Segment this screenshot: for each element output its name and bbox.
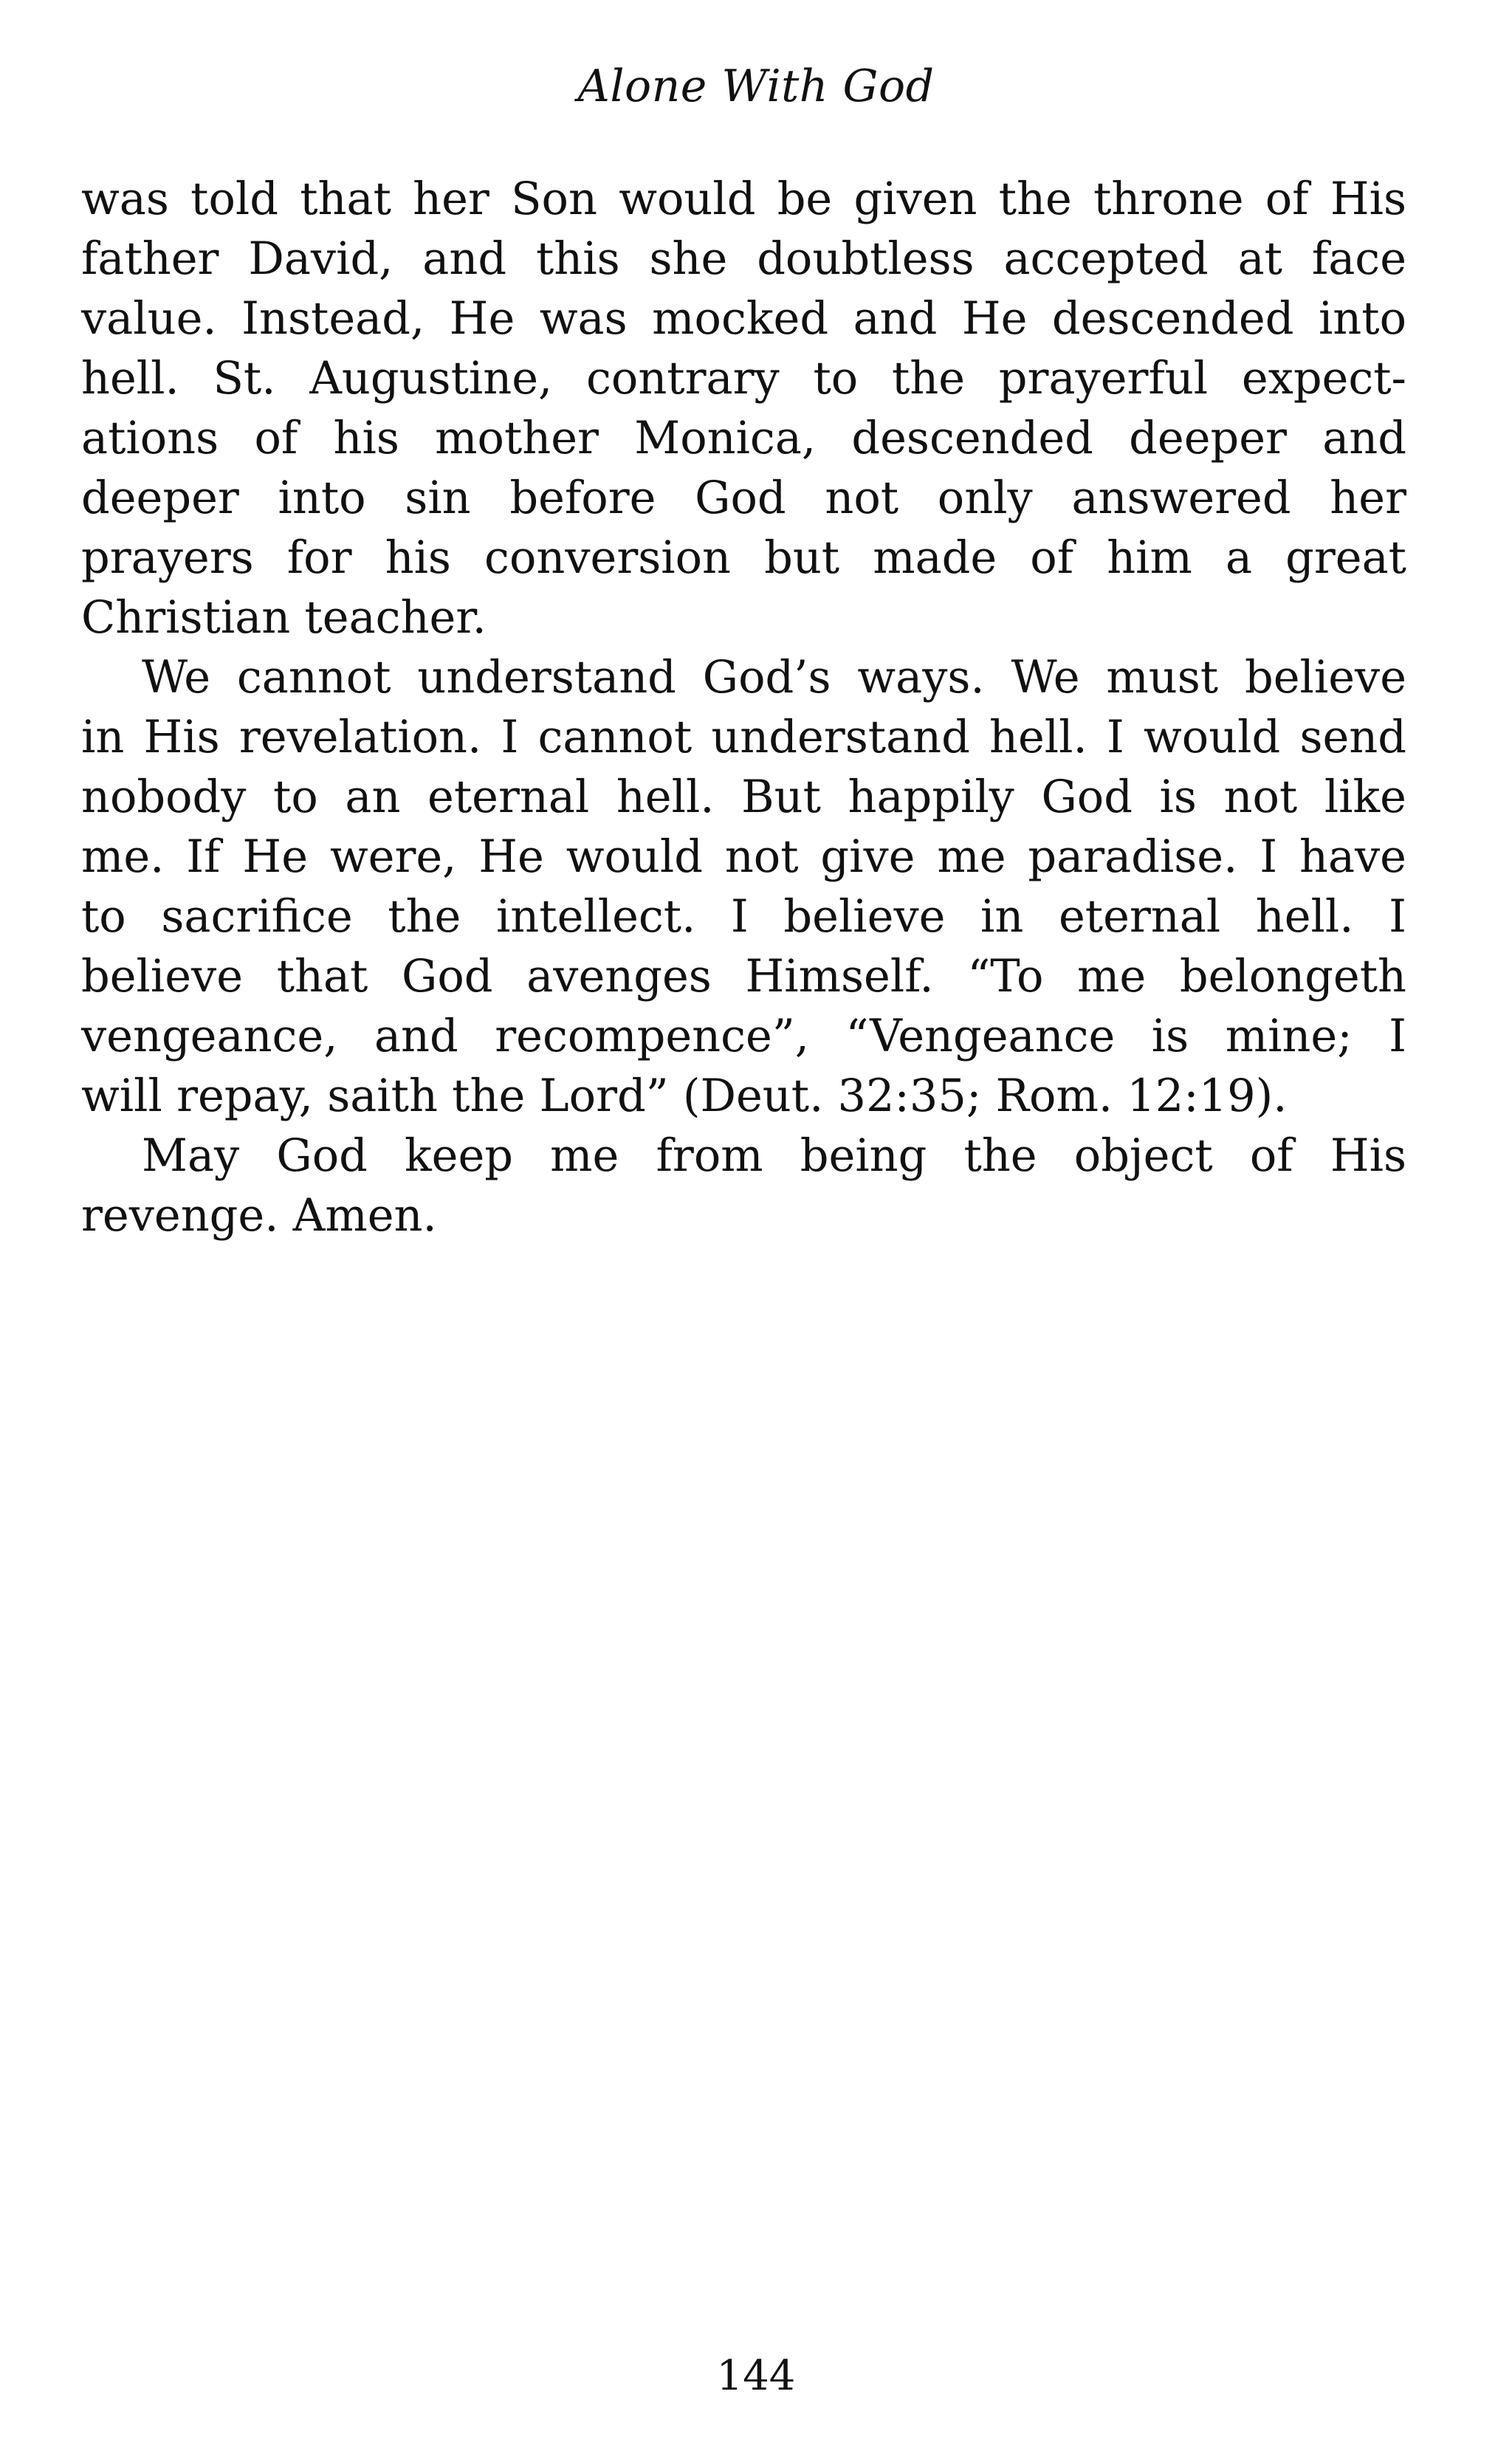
text-line: value. Instead, He was mocked and He descended into <box>81 293 1406 345</box>
text-line: revenge. Amen. <box>81 1190 437 1242</box>
text-line: me. If He were, He would not give me paradise. I have <box>81 831 1406 883</box>
running-head: Alone With God <box>577 61 935 112</box>
text-line: nobody to an eternal hell. But happily God is not like <box>81 771 1406 823</box>
text-line: Christian teacher. <box>81 592 487 644</box>
text-line: father David, and this she doubtless accepted at face <box>81 233 1406 285</box>
text-line: prayers for his conversion but made of him a great <box>81 532 1406 584</box>
text-line: deeper into sin before God not only answered her <box>81 472 1406 524</box>
text-line: hell. St. Augustine, contrary to the prayerful expect- <box>81 353 1406 405</box>
paragraph-2 <box>81 648 1406 1127</box>
text-line: ations of his mother Monica, descended deeper and <box>81 413 1406 464</box>
text-line: was told that her Son would be given the throne of His <box>81 173 1406 225</box>
text-line: in His revelation. I cannot understand hell. I would send <box>81 712 1406 763</box>
text-line: vengeance, and recompence”, “Vengeance is mine; I <box>81 1011 1406 1062</box>
paragraph-3 <box>81 1127 1406 1246</box>
text-line: believe that God avenges Himself. “To me belongeth <box>81 951 1406 1003</box>
text-line: will repay, saith the Lord” (Deut. 32:35; Rom. 12:19). <box>81 1070 1288 1122</box>
text-line: to sacrifice the intellect. I believe in eternal hell. I <box>81 891 1406 943</box>
page-number: 144 <box>716 2352 796 2400</box>
text-line: May God keep me from being the object of His <box>142 1130 1406 1182</box>
text-line: We cannot understand God’s ways. We must believe <box>142 652 1406 704</box>
body-text <box>81 170 1406 1246</box>
paragraph-1 <box>81 170 1406 648</box>
